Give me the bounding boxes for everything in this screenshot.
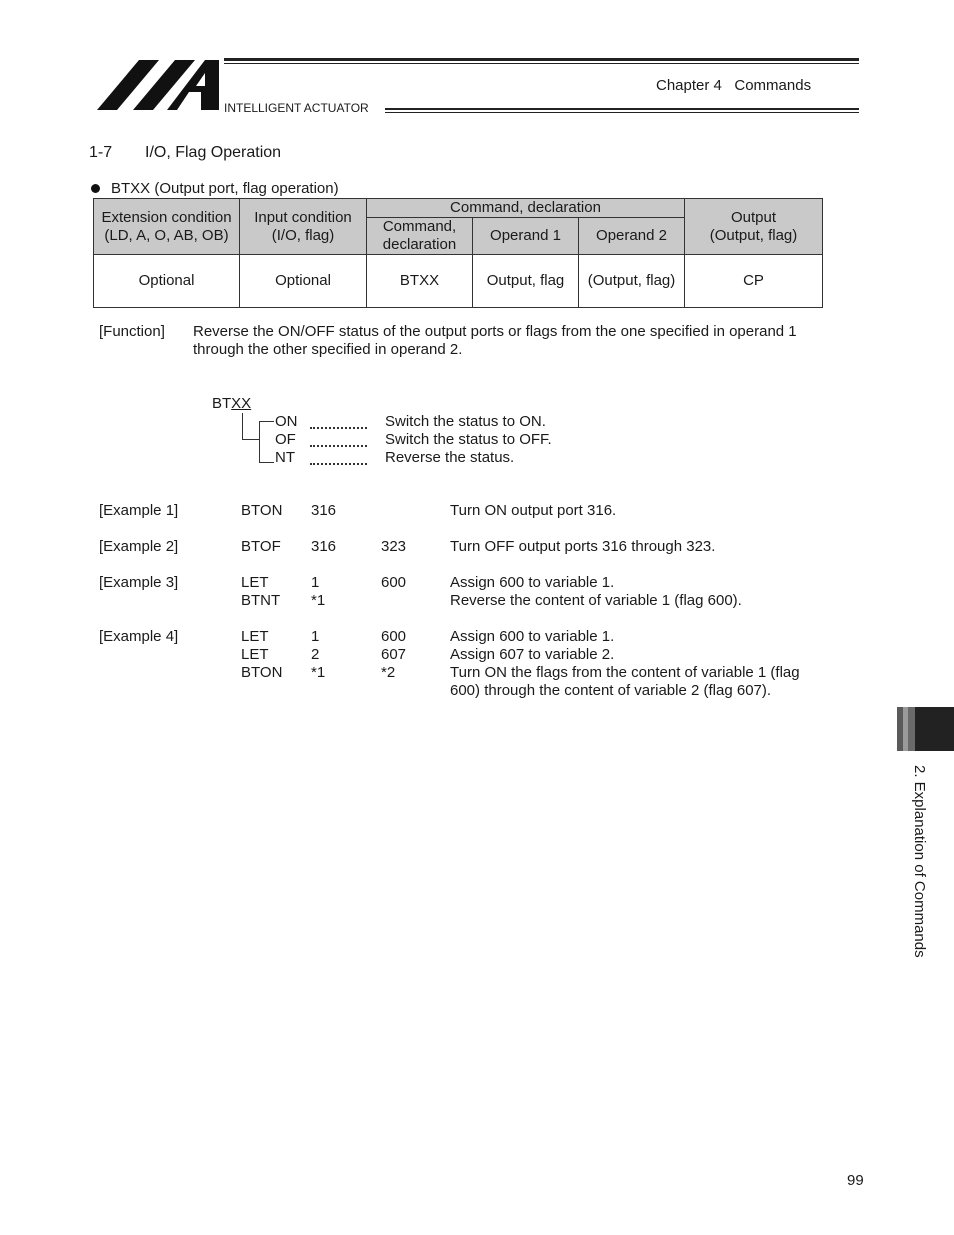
cell-operand-2: (Output, flag): [579, 255, 685, 308]
example-3-label: [Example 3]: [99, 574, 179, 591]
tree-branch-on: [259, 421, 274, 422]
diagram-code-of: OF: [275, 431, 296, 448]
brand-name: INTELLIGENT ACTUATOR: [224, 101, 369, 115]
example-4-row1-op2: 600: [381, 628, 407, 645]
header-ext-line2: (LD, A, O, AB, OB): [104, 226, 229, 244]
tree-branch-nt: [259, 462, 274, 463]
example-3-row1-cmd: LET: [241, 574, 269, 591]
header-ext-line1: Extension condition: [101, 208, 232, 226]
side-tab-marker: [897, 707, 954, 751]
example-4-row3-cmd: BTON: [241, 664, 283, 681]
function-text-line2: through the other specified in operand 2.: [193, 341, 463, 358]
header-output: [685, 199, 823, 255]
example-2-desc: Turn OFF output ports 316 through 323.: [450, 538, 716, 555]
btxx-prefix: BT: [212, 395, 232, 412]
example-4-row2-op1: 2: [311, 646, 320, 663]
header-cmd-line1: Command,: [382, 218, 457, 235]
header-output-line2: (Output, flag): [709, 226, 798, 244]
leader-dots-of: [310, 445, 367, 447]
example-4-row2-desc: Assign 607 to variable 2.: [450, 646, 615, 663]
btxx-diagram-root: [212, 395, 251, 413]
header-input-line2: (I/O, flag): [271, 226, 335, 244]
header-input-line1: Input condition: [254, 208, 352, 226]
bullet-dot: [91, 184, 100, 193]
btxx-suffix: XX: [231, 395, 252, 412]
header-output-line1: Output: [730, 208, 777, 226]
leader-dots-nt: [310, 463, 367, 465]
example-4-row2-op2: 607: [381, 646, 407, 663]
header-rule-bottom-thin: [385, 112, 859, 113]
header-operand-1: Operand 1: [473, 218, 579, 255]
header-rule-top-thin: [224, 63, 859, 64]
tree-trunk-outer: [242, 413, 243, 439]
page-number: 99: [847, 1172, 864, 1189]
cell-operand-1: Output, flag: [473, 255, 579, 308]
command-spec-table: [93, 198, 823, 308]
cell-command: BTXX: [367, 255, 473, 308]
header-extension-condition: [94, 199, 240, 255]
header-input-condition: [240, 199, 367, 255]
example-3-row2-cmd: BTNT: [241, 592, 281, 609]
header-cmd-line2: declaration: [382, 236, 457, 253]
example-1-op1: 316: [311, 502, 337, 519]
leader-dots-on: [310, 427, 367, 429]
example-4-row1-cmd: LET: [241, 628, 269, 645]
header-command-declaration-group: Command, declaration: [367, 199, 685, 218]
function-text-line1: Reverse the ON/OFF status of the output ports or flags from the one specified in operand 1: [193, 323, 797, 340]
chapter-title: Chapter 4 Commands: [656, 77, 812, 94]
diagram-desc-of: Switch the status to OFF.: [385, 431, 552, 448]
example-2-cmd: BTOF: [241, 538, 281, 555]
cell-output: CP: [685, 255, 823, 308]
iai-logo: [97, 58, 221, 111]
diagram-desc-on: Switch the status to ON.: [385, 413, 546, 430]
diagram-desc-nt: Reverse the status.: [385, 449, 515, 466]
example-3-row1-desc: Assign 600 to variable 1.: [450, 574, 615, 591]
example-1-label: [Example 1]: [99, 502, 179, 519]
example-2-op1: 316: [311, 538, 337, 555]
example-3-row1-op1: 1: [311, 574, 320, 591]
example-4-row3-op1: *1: [311, 664, 326, 681]
diagram-code-nt: NT: [275, 449, 295, 466]
example-3-row1-op2: 600: [381, 574, 407, 591]
example-1-desc: Turn ON output port 316.: [450, 502, 617, 519]
section-number: 1-7: [89, 144, 113, 161]
example-2-label: [Example 2]: [99, 538, 179, 555]
cell-input-condition: Optional: [240, 255, 367, 308]
header-operand-2: Operand 2: [579, 218, 685, 255]
header-rule-bottom: [385, 108, 859, 110]
tree-trunk-inner: [259, 421, 260, 463]
example-4-row3-desc: Turn ON the flags from the content of variable 1 (flag: [450, 664, 800, 681]
tree-branch-outer: [242, 439, 259, 440]
example-4-row1-op1: 1: [311, 628, 320, 645]
example-3-row2-op1: *1: [311, 592, 326, 609]
side-tab-label: 2. Explanation of Commands: [911, 765, 928, 958]
example-1-cmd: BTON: [241, 502, 283, 519]
cell-extension-condition: Optional: [94, 255, 240, 308]
header-command: [367, 218, 473, 255]
diagram-code-on: ON: [275, 413, 298, 430]
example-2-op2: 323: [381, 538, 407, 555]
example-4-row1-desc: Assign 600 to variable 1.: [450, 628, 615, 645]
example-4-row2-cmd: LET: [241, 646, 269, 663]
command-heading: BTXX (Output port, flag operation): [111, 180, 339, 197]
function-label: [Function]: [99, 323, 165, 340]
example-3-row2-desc: Reverse the content of variable 1 (flag 600).: [450, 592, 742, 609]
example-4-row4-desc: 600) through the content of variable 2 (flag 607).: [450, 682, 772, 699]
header-rule-top: [224, 58, 859, 61]
example-4-row3-op2: *2: [381, 664, 396, 681]
example-4-label: [Example 4]: [99, 628, 179, 645]
section-title: I/O, Flag Operation: [145, 144, 282, 161]
